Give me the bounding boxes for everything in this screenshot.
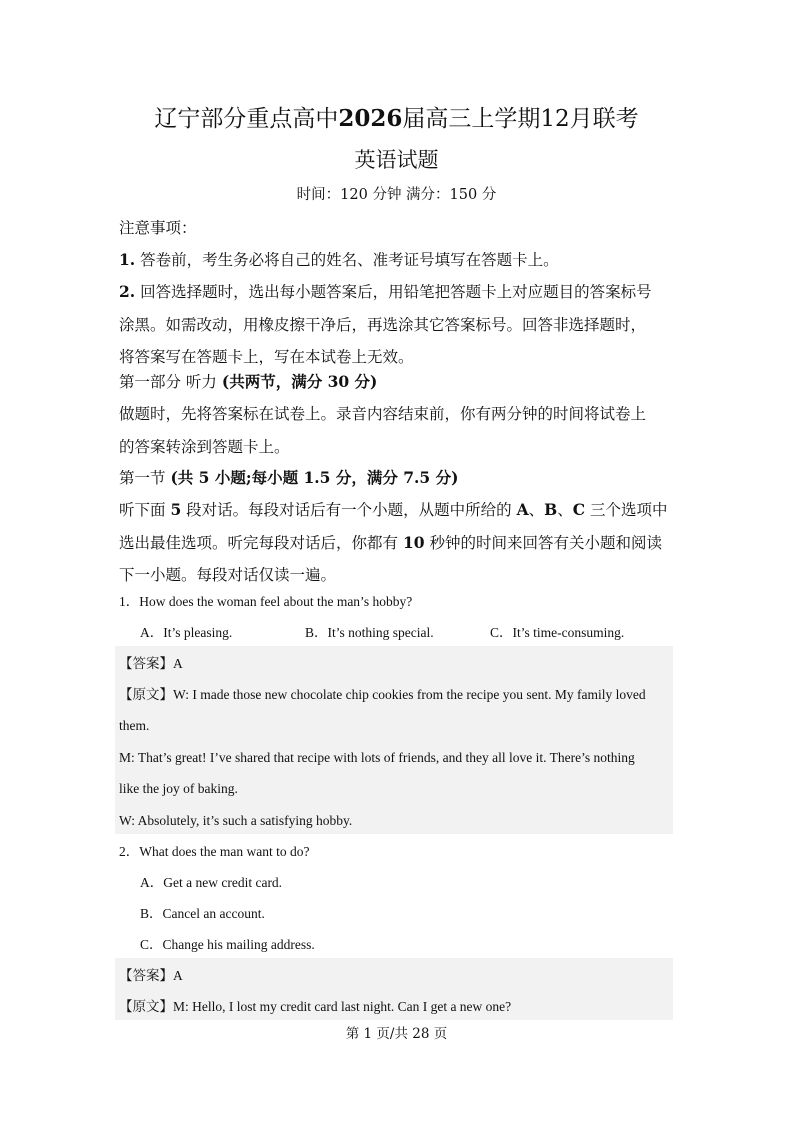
question-1-transcript-line: like the joy of baking.	[119, 781, 238, 796]
note-1: 1. 答卷前，考生务必将自己的姓名、准考证号填写在答题卡上。	[119, 250, 559, 269]
question-2-option-b[interactable]: B．Cancel an account.	[140, 906, 265, 921]
question-1-transcript-line: 【原文】W: I made those new chocolate chip cookies from the recipe you sent. My family loved	[119, 687, 646, 703]
question-1-transcript-line: W: Absolutely, it’s such a satisfying hobby.	[119, 813, 353, 828]
question-1-transcript-line: M: That’s great! I’ve shared that recipe with lots of friends, and they all love it. There’s nothing	[119, 750, 635, 765]
notes-heading: 注意事项：	[119, 219, 197, 237]
exam-title: 辽宁部分重点高中2026届高三上学期12月联考	[154, 105, 639, 132]
question-1-option-b[interactable]: B．It’s nothing special.	[305, 625, 434, 640]
question-1-option-c[interactable]: C．It’s time-consuming.	[490, 625, 625, 640]
question-2-transcript-line: 【原文】M: Hello, I lost my credit card last night. Can I get a new one?	[119, 999, 512, 1015]
page-number: 第 1 页/共 28 页	[345, 1026, 448, 1042]
question-2-option-c[interactable]: C．Change his mailing address.	[140, 937, 315, 952]
question-1-option-a[interactable]: A．It’s pleasing.	[140, 625, 233, 640]
question-2-option-a[interactable]: A．Get a new credit card.	[140, 875, 283, 890]
part1-heading: 第一部分 听力 (共两节，满分 30 分)	[119, 372, 378, 391]
question-1-stem: 1．How does the woman feel about the man’s hobby?	[119, 594, 413, 609]
question-1-solution-box	[115, 646, 673, 834]
part1-instructions: 做题时，先将答案标在试卷上。录音内容结束前，你有两分钟的时间将试卷上 的答案转涂到答题卡上。	[119, 405, 647, 456]
question-1-answer: 【答案】A	[119, 656, 183, 672]
question-2-stem: 2．What does the man want to do?	[119, 844, 310, 859]
section1-heading: 第一节 (共 5 小题;每小题 1.5 分，满分 7.5 分)	[119, 468, 459, 487]
exam-subtitle: 英语试题	[354, 148, 439, 172]
exam-time-score: 时间：120 分钟 满分：150 分	[296, 187, 497, 203]
question-1-transcript-line: them.	[119, 718, 150, 733]
note-2: 2. 回答选择题时，选出每小题答案后，用铅笔把答题卡上对应题目的答案标号 涂黑。如需改动，用橡皮擦干净后，再选涂其它答案标号。回答非选择题时， 将答案写在答题卡上，写在本试卷上无效。	[119, 282, 652, 366]
section1-instructions: 听下面 5 段对话。每段对话后有一个小题，从题中所给的 A、B、C 三个选项中 选出最佳选项。听完每段对话后，你都有 10 秒钟的时间来回答有关小题和阅读 下一小题。每段对话仅读一遍。	[119, 500, 668, 584]
question-2-answer: 【答案】A	[119, 968, 183, 984]
